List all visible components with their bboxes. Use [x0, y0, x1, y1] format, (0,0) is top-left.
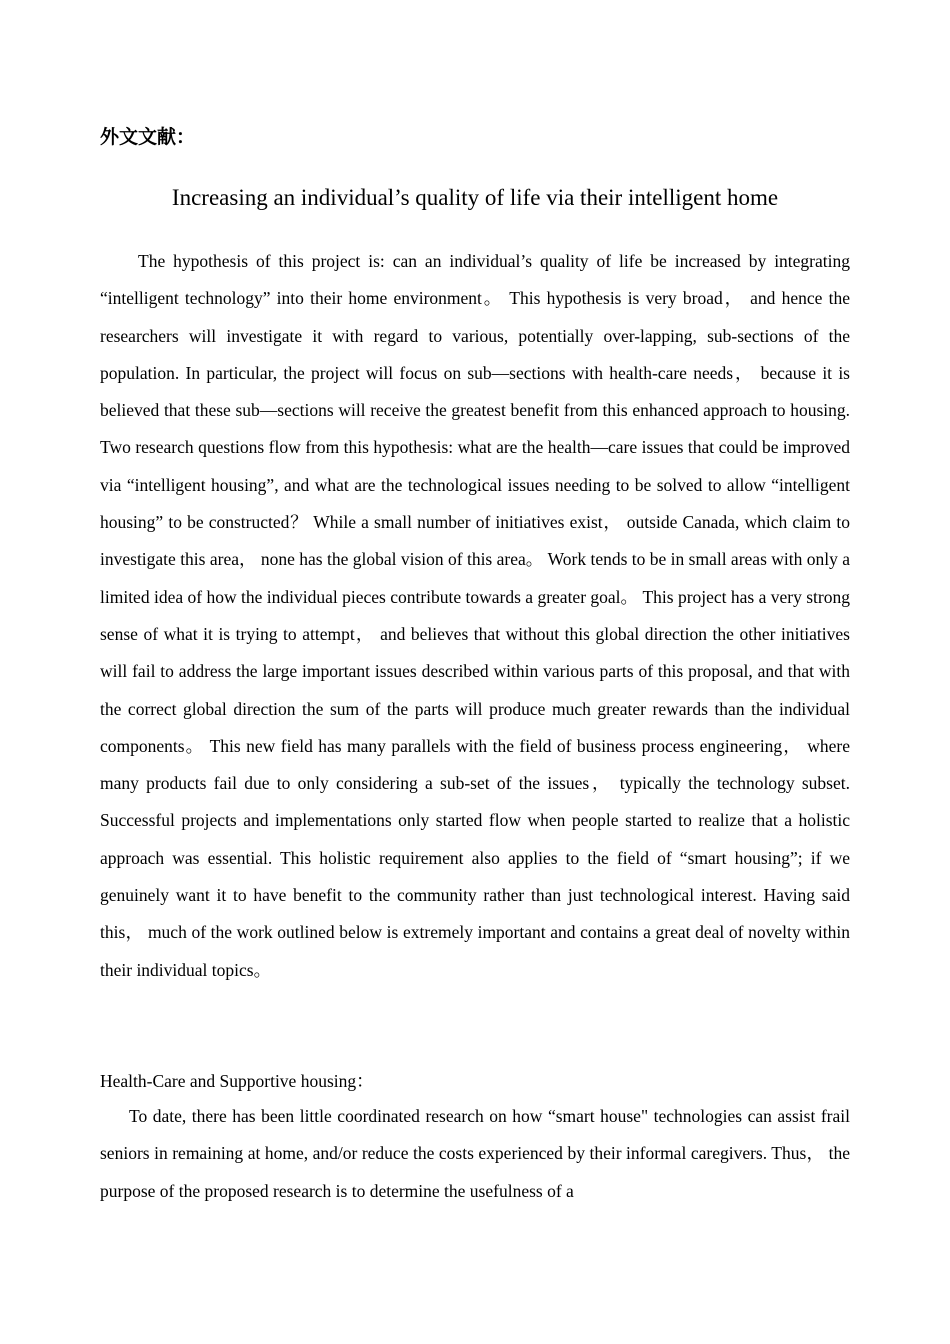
body-paragraph-2: To date, there has been little coordinated research on how “smart house" technologies can assist frail seniors in remaining at home, and/or reduce the costs experienced by their informal caregivers. Thus， the purpose of the proposed research is to determine the usefulness of a: [100, 1106, 850, 1201]
section-heading: 外文文献：: [100, 126, 196, 148]
subsection-heading: Health-Care and Supportive housing：: [100, 1071, 374, 1091]
paper-title: Increasing an individual’s quality of life via their intelligent home: [171, 185, 779, 210]
body-paragraph-1: The hypothesis of this project is: can an individual’s quality of life be increased by integrating “intelligent technology” into their home environment。 This hypothesis is very broad， and hence the researchers will investigate it with regard to various, potentially over-lapping, sub-sections of the population. In particular, the project will focus on sub—sections with health-care needs， because it is believed that these sub—sections will receive the greatest benefit from this enhanced approach to housing. Two research questions flow from this hypothesis: what are the health—care issues that could be improved via “intelligent housing”, and what are the technological issues needing to be solved to allow “intelligent housing” to be constructed？ While a small number of initiatives exist， outside Canada, which claim to investigate this area， none has the global vision of this area。 Work tends to be in small areas with only a limited idea of how the individual pieces contribute towards a greater goal。 This project has a very strong sense of what it is trying to attempt， and believes that without this global direction the other initiatives will fail to address the large important issues described within various parts of this proposal, and that with the correct global direction the sum of the parts will produce much greater rewards than the individual components。 This new field has many parallels with the field of business process engineering， where many products fail due to only considering a sub-set of the issues， typically the technology subset. Successful projects and implementations only started flow when people started to realize that a holistic approach was essential. This holistic requirement also applies to the field of “smart housing”; if we genuinely want it to have benefit to the community rather than just technological interest. Having said this， much of the work outlined below is extremely important and contains a great deal of novelty within their individual topics。: [100, 251, 850, 980]
